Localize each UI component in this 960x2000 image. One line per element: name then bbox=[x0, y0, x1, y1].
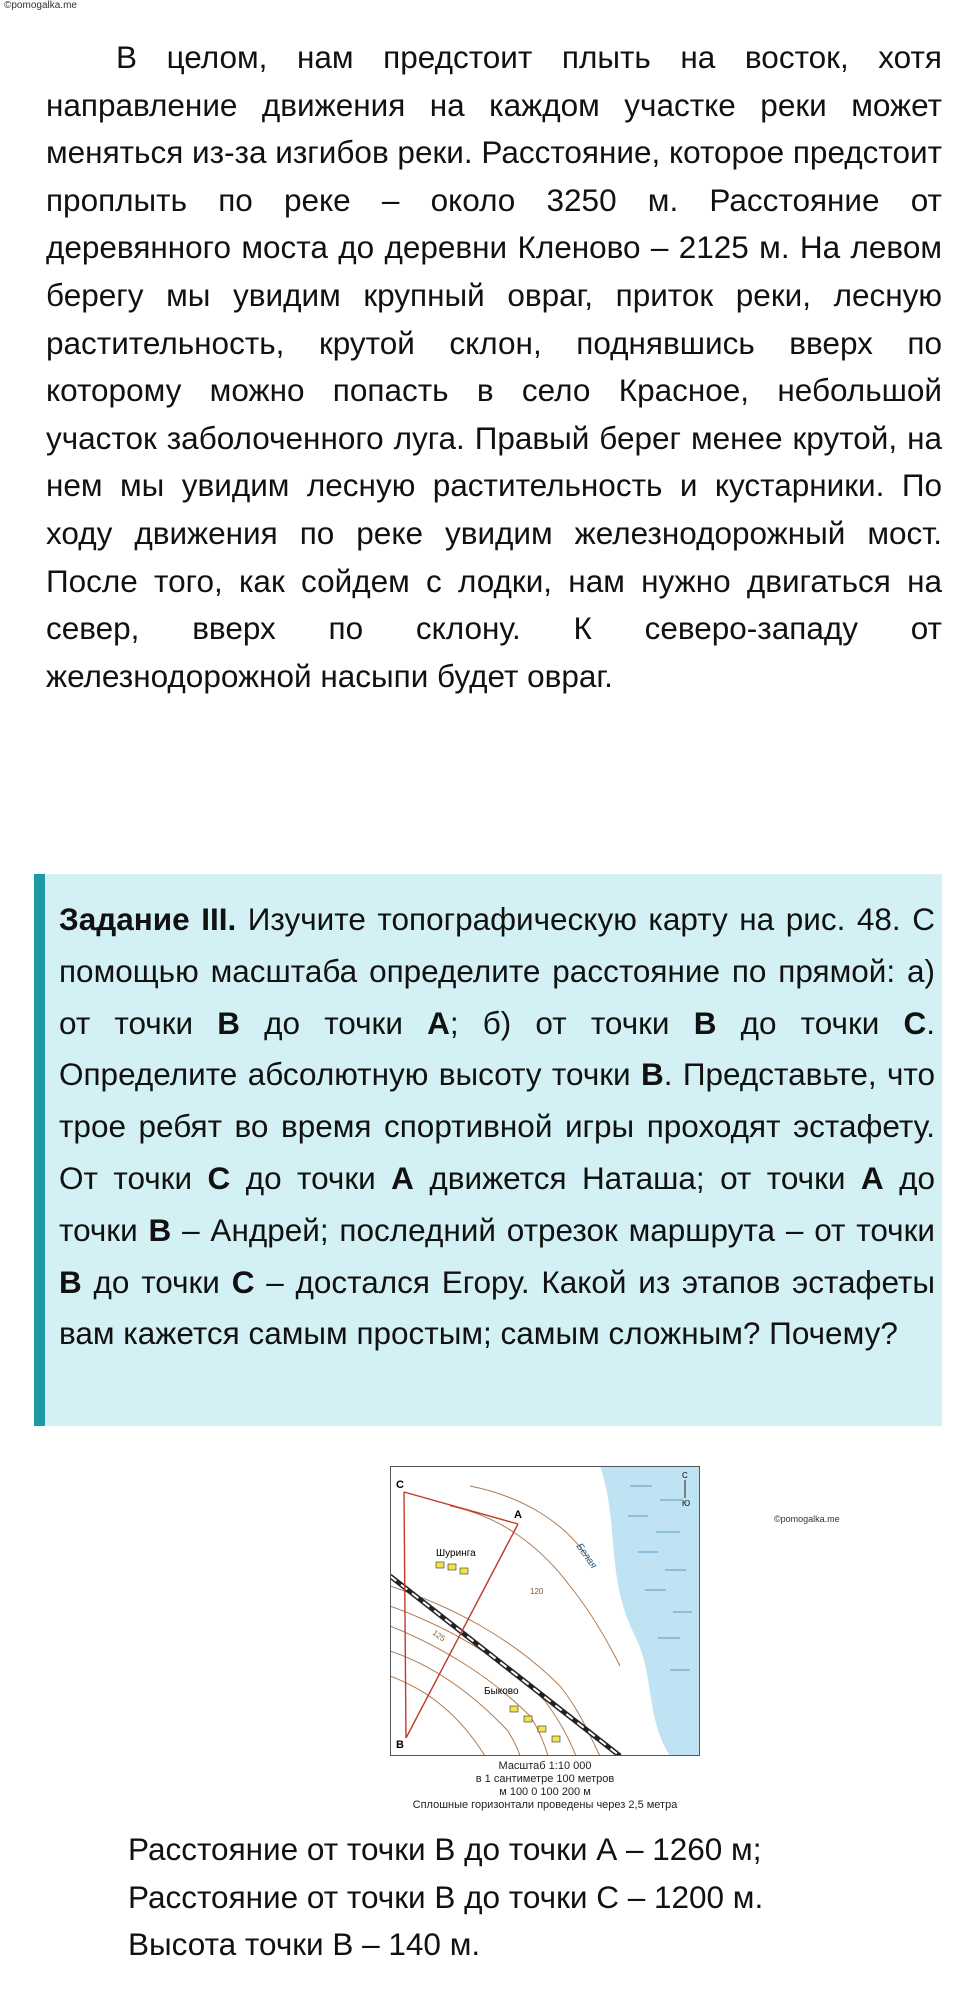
task-box bbox=[34, 874, 942, 1426]
task-label: Задание III. bbox=[59, 901, 237, 937]
contour-label-120: 120 bbox=[530, 1587, 544, 1596]
task-text-part: до точки bbox=[230, 1159, 392, 1196]
point-ref: В bbox=[217, 1004, 241, 1041]
north-label: С bbox=[682, 1471, 688, 1480]
point-ref: С bbox=[207, 1159, 231, 1196]
task-text-part: до точки bbox=[59, 1159, 936, 1248]
contour-interval-note: Сплошные горизонтали проведены через 2,5 метра bbox=[412, 1799, 678, 1811]
village-shuringa-label: Шуринга bbox=[436, 1548, 476, 1559]
point-ref: А bbox=[860, 1159, 884, 1196]
answer-line: Расстояние от точки В до точки С – 1200 м. bbox=[128, 1878, 764, 1915]
answer-line: Расстояние от точки В до точки А – 1260 м; bbox=[128, 1831, 762, 1867]
point-b-label: В bbox=[396, 1739, 404, 1751]
task-text-part: движется Наташа; от точки bbox=[413, 1159, 861, 1196]
point-ref: В bbox=[641, 1056, 664, 1093]
answer-line: Высота точки В – 140 м. bbox=[128, 1926, 481, 1963]
answers bbox=[128, 1826, 763, 1969]
task-text-part: Изучите топографическую карту на рис. 48. С помощью масштаба определите расстояние по прямой: а) от точки bbox=[59, 901, 935, 1041]
watermark: ©pomogalka.me bbox=[4, 0, 77, 11]
task-text-part: до точки bbox=[240, 1004, 428, 1041]
point-a-label: А bbox=[514, 1509, 522, 1521]
south-label: Ю bbox=[682, 1499, 691, 1508]
point-ref: В bbox=[693, 1004, 717, 1041]
topographic-map bbox=[390, 1466, 700, 1756]
task-text-part: . Представьте, что трое ребят во время спортивной игры проходят эстафету. От точки bbox=[59, 1056, 935, 1196]
scale-bar-labels: м 100 0 100 200 м bbox=[499, 1786, 591, 1798]
contour-label-125: 125 bbox=[430, 1628, 447, 1644]
point-ref: А bbox=[427, 1004, 450, 1041]
task-text bbox=[59, 894, 935, 1360]
point-c-label: С bbox=[396, 1479, 404, 1491]
village-bykovo-label: Быково bbox=[484, 1686, 519, 1697]
task-text-part: – Андрей; последний отрезок маршрута – от точки bbox=[171, 1211, 935, 1248]
task-text-part: до точки bbox=[716, 1004, 904, 1041]
scale-description: в 1 сантиметре 100 метров bbox=[475, 1773, 615, 1785]
task-text-part: ; б) от точки bbox=[449, 1004, 694, 1041]
scale-caption bbox=[390, 1760, 700, 1812]
point-ref: А bbox=[391, 1159, 414, 1196]
scale-title: Масштаб 1:10 000 bbox=[498, 1760, 592, 1772]
point-ref: С bbox=[903, 1004, 927, 1041]
task-text-part: . Определите абсолютную высоту точки bbox=[59, 1004, 936, 1093]
figure-watermark: ©pomogalka.me bbox=[774, 1514, 840, 1524]
task-text-part: до точки bbox=[81, 1263, 232, 1300]
river-label: Белая bbox=[573, 1541, 599, 1571]
intro-paragraph: В целом, нам предстоит плыть на восток, хотя направление движения на каждом участке реки может меняться из-за изгибов реки. Расстояние, которое предстоит проплыть по реке – около 3250 м. Расстояние от деревянного моста до деревни Кленово – 2125 м. На левом берегу мы увидим крупный овраг, приток реки, лесную растительность, крутой склон, поднявшись вверх по которому можно попасть в село Красное, небольшой участок заболоченного луга. Правый берег менее крутой, на нем мы увидим лесную растительность и кустарники. По ходу движения по реке увидим железнодорожный мост. После того, как сойдем с лодки, нам нужно двигаться на север, вверх по склону. К северо-западу от железнодорожной насыпи будет овраг. bbox=[46, 39, 943, 694]
point-ref: В bbox=[148, 1211, 172, 1248]
point-ref: В bbox=[59, 1263, 82, 1300]
task-text-part: – достался Егору. Какой из этапов эстафеты вам кажется самым простым; самым сложным? Почему? bbox=[59, 1263, 935, 1352]
point-ref: С bbox=[231, 1263, 255, 1300]
